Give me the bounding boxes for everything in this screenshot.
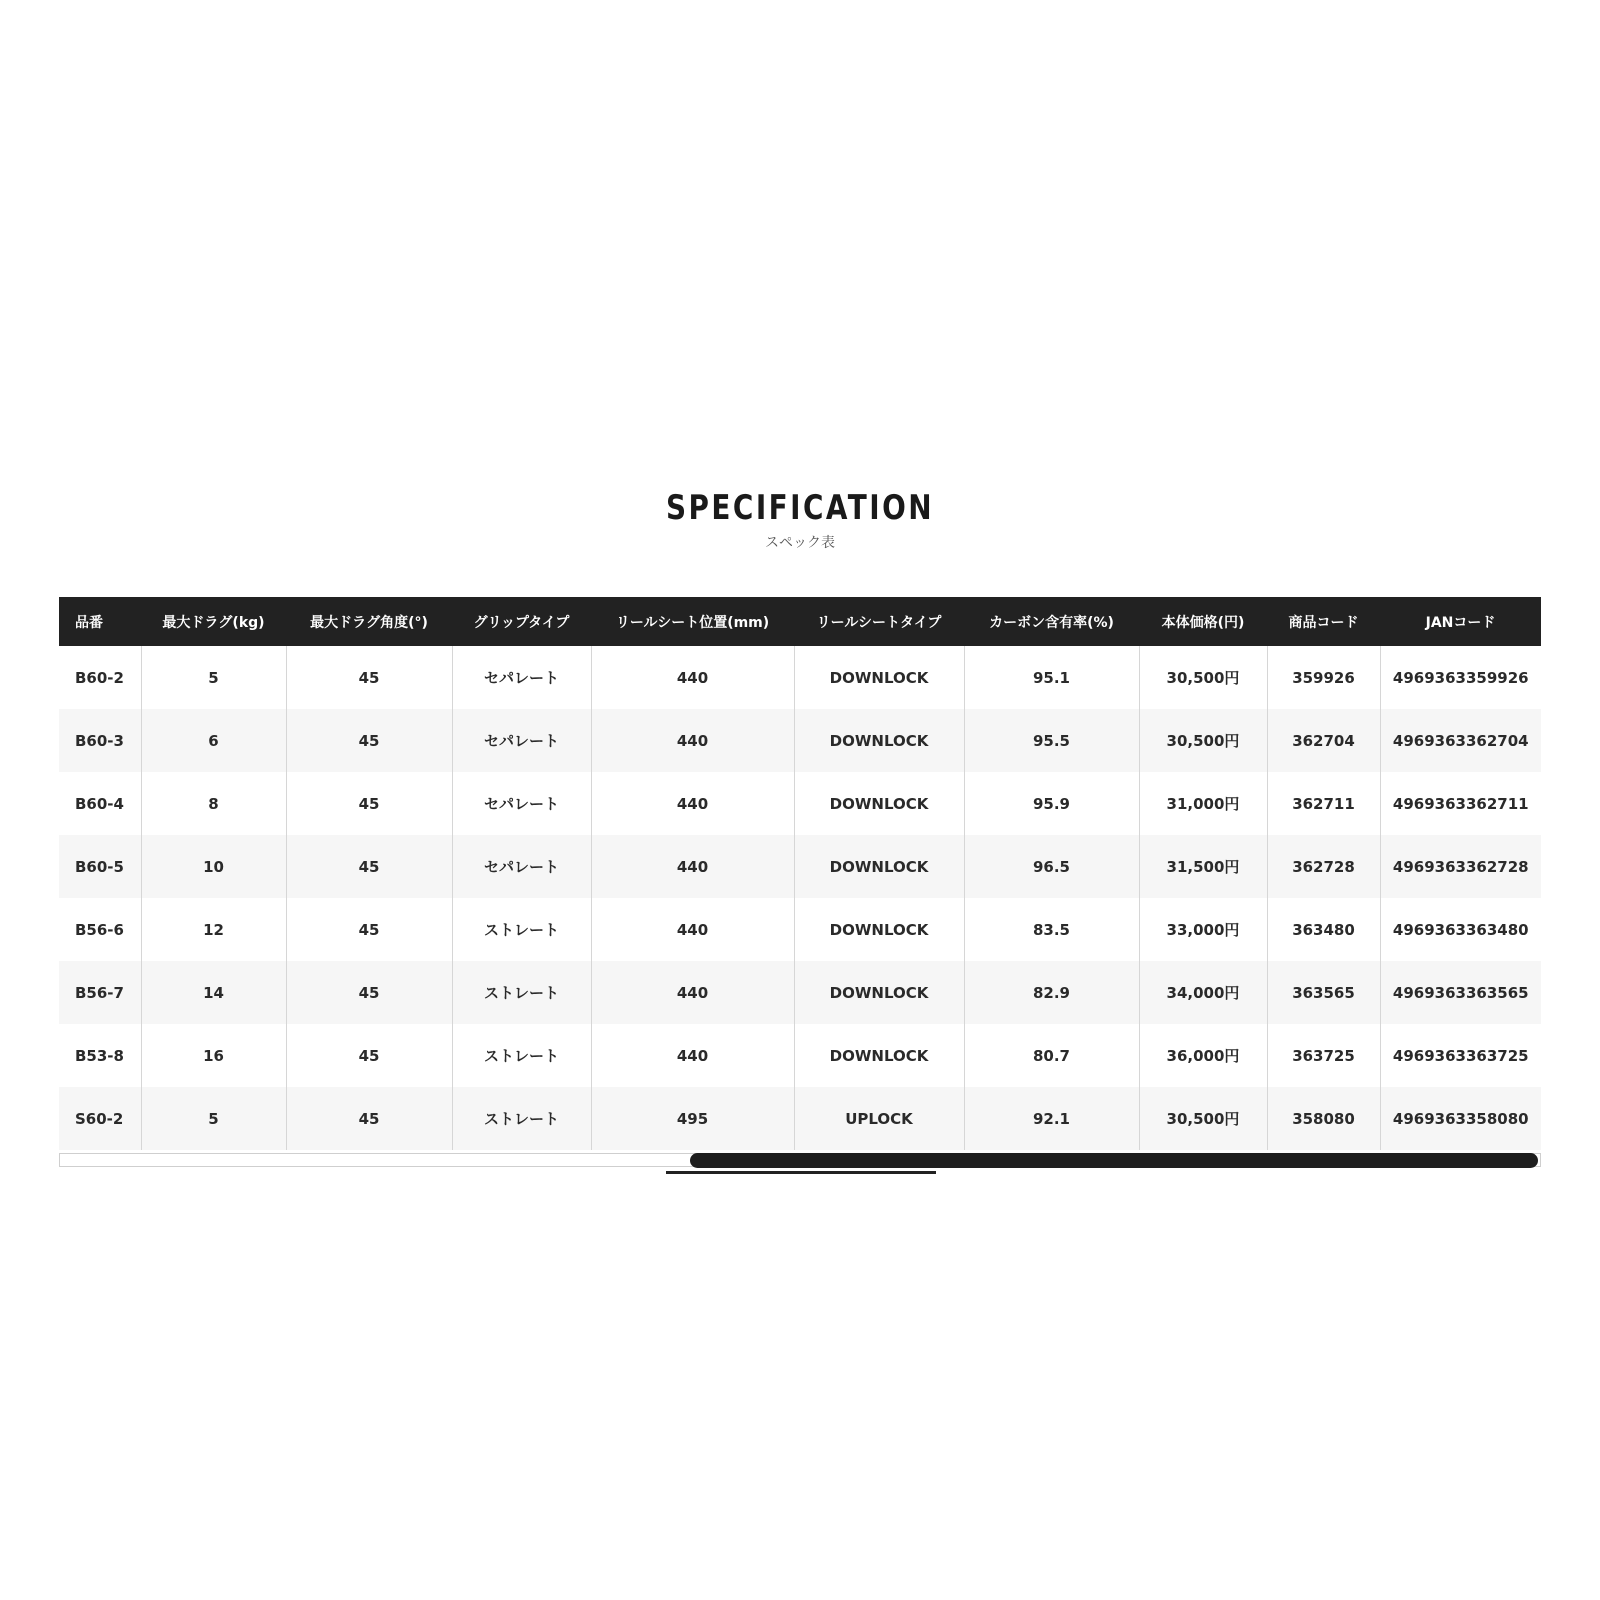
table-cell: 45 [286, 709, 452, 772]
table-cell: 95.9 [964, 772, 1139, 835]
table-cell: 362728 [1267, 835, 1380, 898]
table-cell: 4969363362711 [1380, 772, 1541, 835]
table-cell: S60-2 [59, 1087, 141, 1150]
column-header: リールシートタイプ [794, 597, 964, 646]
table-cell: 440 [591, 898, 794, 961]
table-cell: ストレート [452, 898, 591, 961]
table-cell: 4969363363725 [1380, 1024, 1541, 1087]
table-cell: 45 [286, 1024, 452, 1087]
section-title: SPECIFICATION [665, 488, 935, 528]
table-cell: DOWNLOCK [794, 835, 964, 898]
table-cell: 4969363362728 [1380, 835, 1541, 898]
table-cell: 80.7 [964, 1024, 1139, 1087]
table-cell: 363725 [1267, 1024, 1380, 1087]
table-cell: セパレート [452, 709, 591, 772]
table-cell: 45 [286, 835, 452, 898]
table-cell: 4969363362704 [1380, 709, 1541, 772]
table-cell: DOWNLOCK [794, 646, 964, 709]
table-row [59, 646, 1541, 709]
table-cell: 4969363358080 [1380, 1087, 1541, 1150]
table-cell: 363565 [1267, 961, 1380, 1024]
table-cell: 95.5 [964, 709, 1139, 772]
table-cell: ストレート [452, 1087, 591, 1150]
column-header: 最大ドラグ(kg) [141, 597, 286, 646]
table-cell: B56-7 [59, 961, 141, 1024]
table-cell: 440 [591, 646, 794, 709]
table-cell: 30,500円 [1139, 709, 1267, 772]
table-cell: 495 [591, 1087, 794, 1150]
table-cell: 36,000円 [1139, 1024, 1267, 1087]
table-cell: 4969363359926 [1380, 646, 1541, 709]
table-cell: ストレート [452, 961, 591, 1024]
spec-table [59, 597, 1541, 1150]
table-cell: DOWNLOCK [794, 961, 964, 1024]
scroll-indicator-line [666, 1171, 936, 1174]
table-cell: 359926 [1267, 646, 1380, 709]
table-cell: 33,000円 [1139, 898, 1267, 961]
table-cell: DOWNLOCK [794, 1024, 964, 1087]
column-header: 最大ドラグ角度(°) [286, 597, 452, 646]
column-header: グリップタイプ [452, 597, 591, 646]
table-cell: DOWNLOCK [794, 898, 964, 961]
table-cell: 5 [141, 1087, 286, 1150]
table-cell: 34,000円 [1139, 961, 1267, 1024]
column-header: 品番 [59, 597, 141, 646]
table-cell: 30,500円 [1139, 646, 1267, 709]
column-header: 商品コード [1267, 597, 1380, 646]
table-header-row [59, 597, 1541, 646]
table-cell: 82.9 [964, 961, 1139, 1024]
table-cell: 10 [141, 835, 286, 898]
table-row [59, 1087, 1541, 1150]
table-cell: 45 [286, 898, 452, 961]
table-cell: UPLOCK [794, 1087, 964, 1150]
table-cell: 362711 [1267, 772, 1380, 835]
table-cell: 95.1 [964, 646, 1139, 709]
table-cell: B56-6 [59, 898, 141, 961]
table-cell: 31,000円 [1139, 772, 1267, 835]
table-cell: B60-3 [59, 709, 141, 772]
table-cell: 30,500円 [1139, 1087, 1267, 1150]
table-row [59, 835, 1541, 898]
table-cell: 14 [141, 961, 286, 1024]
table-cell: ストレート [452, 1024, 591, 1087]
table-cell: 362704 [1267, 709, 1380, 772]
table-cell: 440 [591, 1024, 794, 1087]
table-cell: 45 [286, 1087, 452, 1150]
table-cell: 96.5 [964, 835, 1139, 898]
table-cell: DOWNLOCK [794, 772, 964, 835]
table-cell: 4969363363565 [1380, 961, 1541, 1024]
table-cell: 31,500円 [1139, 835, 1267, 898]
table-cell: 83.5 [964, 898, 1139, 961]
table-cell: 12 [141, 898, 286, 961]
table-cell: セパレート [452, 772, 591, 835]
table-row [59, 709, 1541, 772]
column-header: 本体価格(円) [1139, 597, 1267, 646]
table-cell: 440 [591, 835, 794, 898]
table-cell: 363480 [1267, 898, 1380, 961]
table-row [59, 898, 1541, 961]
table-cell: セパレート [452, 646, 591, 709]
horizontal-scrollbar-thumb[interactable] [690, 1153, 1538, 1168]
table-cell: 6 [141, 709, 286, 772]
table-cell: 440 [591, 709, 794, 772]
table-cell: 4969363363480 [1380, 898, 1541, 961]
table-cell: 45 [286, 772, 452, 835]
spec-table-container [59, 597, 1541, 1168]
table-cell: 92.1 [964, 1087, 1139, 1150]
table-row [59, 1024, 1541, 1087]
section-subtitle: スペック表 [765, 535, 835, 551]
table-cell: 5 [141, 646, 286, 709]
table-cell: 45 [286, 646, 452, 709]
table-cell: 8 [141, 772, 286, 835]
table-row [59, 772, 1541, 835]
table-cell: 358080 [1267, 1087, 1380, 1150]
table-cell: B60-4 [59, 772, 141, 835]
column-header: リールシート位置(mm) [591, 597, 794, 646]
table-cell: セパレート [452, 835, 591, 898]
table-cell: 440 [591, 961, 794, 1024]
column-header: カーボン含有率(%) [964, 597, 1139, 646]
table-cell: B53-8 [59, 1024, 141, 1087]
column-header: JANコード [1380, 597, 1541, 646]
table-row [59, 961, 1541, 1024]
table-cell: 16 [141, 1024, 286, 1087]
table-cell: B60-2 [59, 646, 141, 709]
table-cell: 45 [286, 961, 452, 1024]
table-cell: 440 [591, 772, 794, 835]
table-cell: B60-5 [59, 835, 141, 898]
table-cell: DOWNLOCK [794, 709, 964, 772]
